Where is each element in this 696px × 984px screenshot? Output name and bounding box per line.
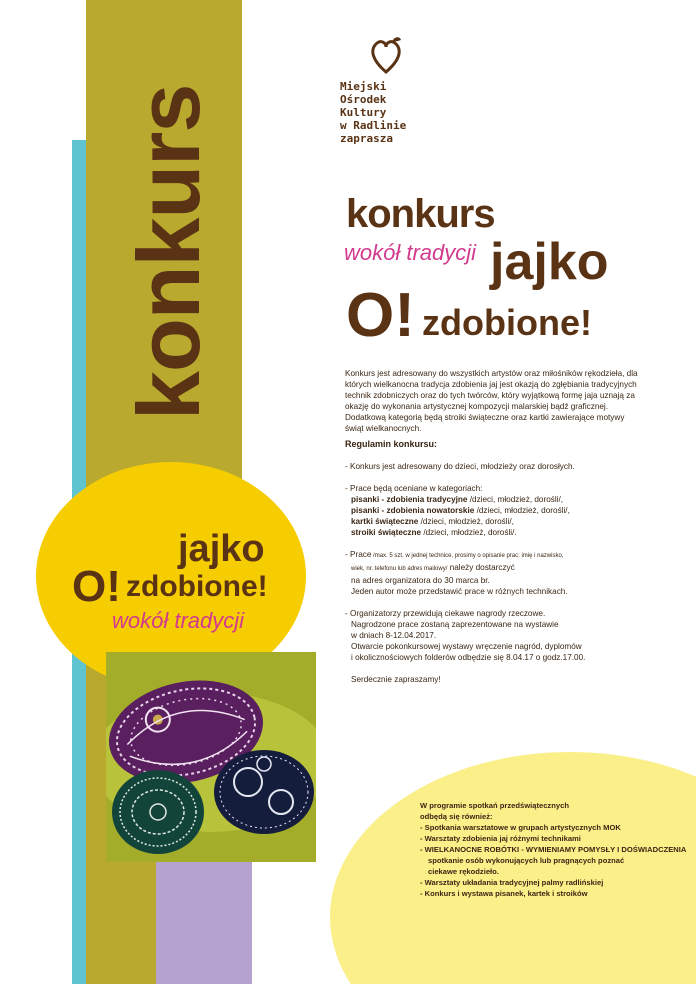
category-1-ages: /dzieci, młodzież, dorośli/, bbox=[467, 495, 564, 504]
heart-bird-icon bbox=[368, 32, 404, 76]
regulamin-p3-line4: Jeden autor może przedstawić prace w różnych technikach. bbox=[351, 587, 568, 596]
category-3 bbox=[345, 516, 645, 527]
logo-line-3: Kultury bbox=[340, 106, 387, 119]
category-4-ages: /dzieci, młodzież, dorośli/. bbox=[421, 528, 517, 537]
category-1 bbox=[345, 494, 645, 505]
left-oval-o: O! bbox=[72, 562, 121, 611]
logo-line-1: Miejski bbox=[340, 80, 387, 93]
program-item-4: - Warsztaty układania tradycyjnej palmy radlińskiej bbox=[420, 878, 604, 887]
regulamin-p3-line3: na adres organizatora do 30 marca br. bbox=[351, 576, 490, 585]
regulamin-p4-line4: Otwarcie pokonkursowej wystawy wręczenie nagród, dyplomów bbox=[351, 642, 582, 651]
program-box bbox=[420, 800, 690, 899]
program-item-2: - Warsztaty zdobienia jaj różnymi technikami bbox=[420, 834, 581, 843]
program-item-3-cont-2: ciekawe rękodzieło. bbox=[428, 867, 499, 876]
regulamin-title: Regulamin konkursu: bbox=[345, 439, 438, 449]
left-oval-wokol: wokół tradycji bbox=[112, 608, 245, 633]
p3-small1: /max. 5 szt. w jednej technice, prosimy o opisanie prac: imię i nazwisko, bbox=[371, 553, 564, 559]
regulamin-p3-line2 bbox=[345, 562, 645, 575]
header-konkurs: konkurs bbox=[346, 192, 495, 236]
p3-small2: wiek, nr. telefonu lub adres mailowy/ bbox=[351, 566, 448, 572]
program-item-5: - Konkurs i wystawa pisanek, kartek i stroików bbox=[420, 889, 588, 898]
category-4-name: stroiki świąteczne bbox=[351, 528, 422, 537]
header-wokol: wokół tradycji bbox=[344, 240, 477, 265]
body-text bbox=[345, 368, 645, 685]
p3-b: należy dostarczyć bbox=[447, 563, 515, 572]
program-title-1: W programie spotkań przedświątecznych bbox=[420, 801, 569, 810]
category-3-ages: /dzieci, młodzież, dorośli/, bbox=[418, 517, 514, 526]
header-jajko: jajko bbox=[490, 233, 609, 291]
category-2-name: pisanki - zdobienia nowatorskie bbox=[351, 506, 475, 515]
vertical-title: konkurs bbox=[119, 84, 218, 420]
closing-text: Serdecznie zapraszamy! bbox=[351, 675, 441, 684]
program-item-1: - Spotkania warsztatowe w grupach artystycznych MOK bbox=[420, 823, 621, 832]
regulamin-p2: - Prace będą oceniane w kategoriach: bbox=[345, 484, 483, 493]
regulamin-p4-line3: w dniach 8-12.04.2017. bbox=[351, 631, 437, 640]
program-title-2: odbędą się również: bbox=[420, 812, 493, 821]
category-3-name: kartki świąteczne bbox=[351, 517, 419, 526]
eggs-photo bbox=[106, 652, 316, 862]
category-1-name: pisanki - zdobienia tradycyjne bbox=[351, 495, 468, 504]
intro-paragraph: Konkurs jest adresowany do wszystkich artystów oraz miłośników rękodzieła, dla których wielkanocna tradycja zdobienia jaj jest okazją do zgłębiania tradycyjnych technik zdobniczych oraz do tych twórców, który wyjątkową formę jaja uznają za okazję do wykonania artystycznej kompozycji malarskiej bądź graficznej. Dodatkową kategorią będą stroiki świąteczne oraz kartki zawierające motywy świąt wielkanocnych. bbox=[345, 369, 638, 433]
logo-line-5: zaprasza bbox=[340, 132, 393, 145]
logo-line-4: w Radlinie bbox=[340, 119, 407, 132]
regulamin-p1: - Konkurs jest adresowany do dzieci, młodzieży oraz dorosłych. bbox=[345, 462, 575, 471]
regulamin-p4-line1: - Organizatorzy przewidują ciekawe nagrody rzeczowe. bbox=[345, 609, 546, 618]
left-oval-jajko: jajko bbox=[178, 528, 265, 570]
regulamin-p4-line5: i okolicznościowych folderów odbędzie się 8.04.17 o godz.17.00. bbox=[351, 653, 586, 662]
program-item-3: - WIELKANOCNE ROBÓTKI - WYMIENIAMY POMYSŁY I DOŚWIADCZENIA bbox=[420, 845, 687, 854]
category-4 bbox=[345, 527, 645, 538]
category-2 bbox=[345, 505, 645, 516]
category-2-ages: /dzieci, młodzież, dorośli/, bbox=[474, 506, 570, 515]
left-oval-zdobione: zdobione! bbox=[126, 570, 268, 603]
header-o: O! bbox=[346, 281, 415, 350]
regulamin-p3-line1 bbox=[345, 549, 645, 562]
header-zdobione: zdobione! bbox=[422, 302, 592, 343]
p3-a: - Prace bbox=[345, 550, 372, 559]
regulamin-p4-line2: Nagrodzone prace zostaną zaprezentowane na wystawie bbox=[351, 620, 559, 629]
logo-line-2: Ośrodek bbox=[340, 93, 387, 106]
logo-text bbox=[340, 80, 430, 145]
program-item-3-cont-1: spotkanie osób wykonujących lub pragnących poznać bbox=[428, 856, 625, 865]
